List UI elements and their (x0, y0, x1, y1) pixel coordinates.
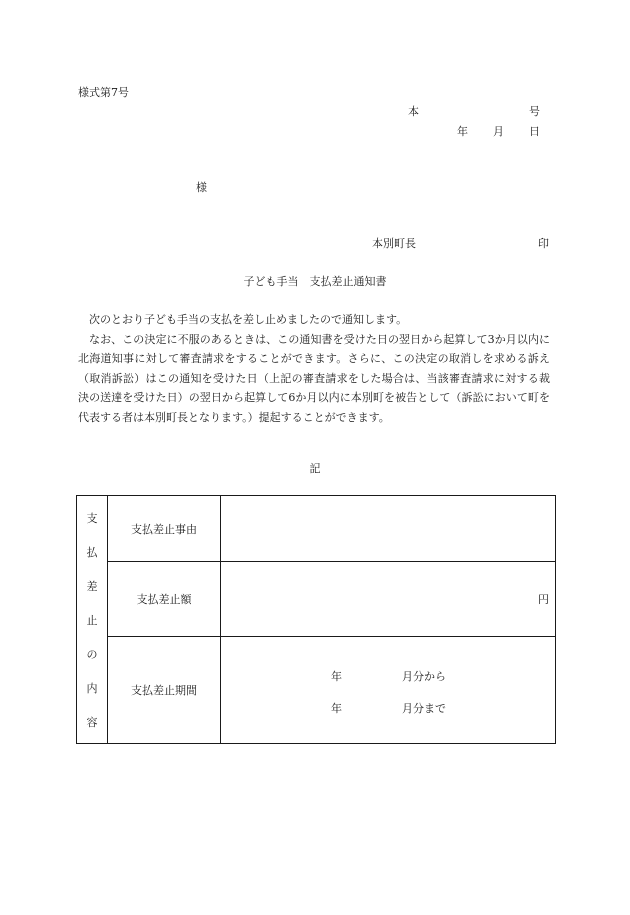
side-char: 払 (86, 545, 98, 559)
side-char: の (86, 647, 98, 661)
notice-paragraph-2: なお、この決定に不服のあるときは、この通知書を受けた日の翌日から起算して3か月以内に北海道知事に対して審査請求をすることができます。さらに、この決定の取消しを求める訴え（取消訴訟）はこの通知を受けた日（上記の審査請求をした場合は、当該審査請求に対する裁決の送達を受けた日）の翌日から起算して6か月以内に本別町を被告として（訴訟において町を代表する者は本別町長となります。）提起することができます。 (78, 332, 550, 424)
period-from-label: 月分から (402, 670, 446, 683)
side-char: 内 (86, 681, 98, 695)
ki-heading: 記 (309, 462, 321, 475)
notice-body (78, 310, 550, 427)
period-to-label: 月分まで (402, 702, 446, 715)
reference-number-suffix: 号 (529, 105, 540, 118)
reason-value-field[interactable] (221, 496, 556, 562)
side-char: 差 (86, 579, 98, 593)
period-from-year-label: 年 (331, 670, 342, 683)
reason-label: 支払差止事由 (108, 496, 221, 562)
reference-number-prefix: 本 (408, 105, 419, 118)
issuer-name: 本別町長 (372, 237, 416, 250)
date-day-label: 日 (529, 125, 540, 138)
side-char: 容 (86, 715, 98, 729)
amount-label: 支払差止額 (108, 562, 221, 637)
amount-value-field[interactable] (221, 562, 556, 637)
date-year-label: 年 (457, 125, 468, 138)
document-title: 子ども手当 支払差止通知書 (243, 275, 387, 288)
side-char: 止 (86, 613, 98, 627)
side-char: 支 (86, 511, 98, 525)
date-month-label: 月 (493, 125, 504, 138)
form-number: 様式第7号 (78, 86, 129, 99)
period-label: 支払差止期間 (108, 637, 221, 744)
notice-paragraph-1: 次のとおり子ども手当の支払を差し止めましたので通知します。 (89, 313, 408, 326)
seal-mark: 印 (538, 237, 549, 250)
period-to-year-label: 年 (331, 702, 342, 715)
amount-unit: 円 (538, 593, 549, 606)
suspension-details-table (76, 495, 556, 744)
suspension-details-side-label (77, 496, 108, 744)
recipient-honorific: 様 (196, 181, 207, 194)
period-value-field[interactable] (221, 637, 556, 744)
